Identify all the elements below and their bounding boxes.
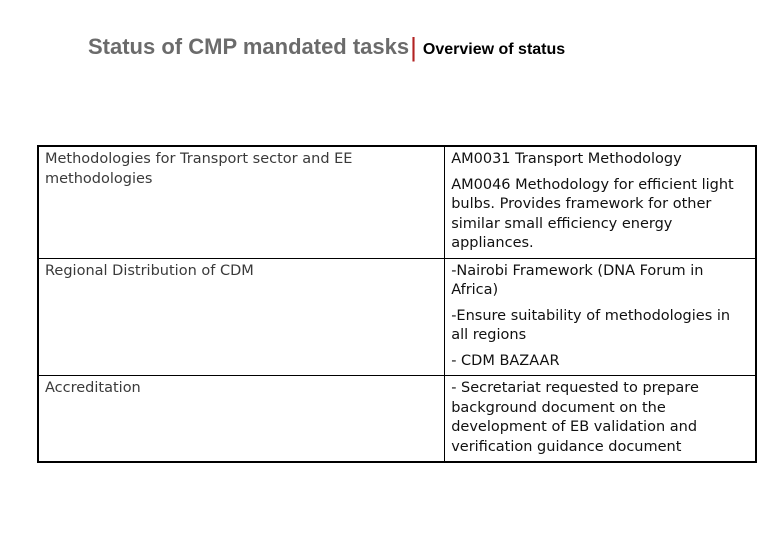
status-table bbox=[37, 145, 757, 463]
status-item: - Secretariat requested to prepare background document on the development of EB validation and verification guidance document bbox=[451, 380, 699, 455]
status-cell bbox=[445, 258, 756, 376]
table-row bbox=[38, 258, 756, 376]
page-title bbox=[88, 30, 565, 61]
status-cell bbox=[445, 146, 756, 258]
title-main: Status of CMP mandated tasks bbox=[88, 34, 410, 59]
task-cell: Regional Distribution of CDM bbox=[38, 258, 445, 376]
status-item: - CDM BAZAAR bbox=[451, 352, 560, 369]
task-cell: Accreditation bbox=[38, 376, 445, 463]
title-subtitle: Overview of status bbox=[422, 41, 566, 58]
table-row bbox=[38, 376, 756, 463]
status-item: AM0031 Transport Methodology bbox=[451, 151, 682, 167]
status-item: -Nairobi Framework (DNA Forum in Africa) bbox=[451, 262, 704, 298]
table-row bbox=[38, 146, 756, 258]
status-item: -Ensure suitability of methodologies in all regions bbox=[451, 307, 731, 343]
task-cell: Methodologies for Transport sector and EE methodologies bbox=[38, 146, 445, 258]
status-item: AM0046 Methodology for efficient light bulbs. Provides framework for other similar small efficiency energy appliances. bbox=[451, 176, 734, 251]
status-cell bbox=[445, 376, 756, 463]
title-separator: | bbox=[410, 32, 417, 62]
